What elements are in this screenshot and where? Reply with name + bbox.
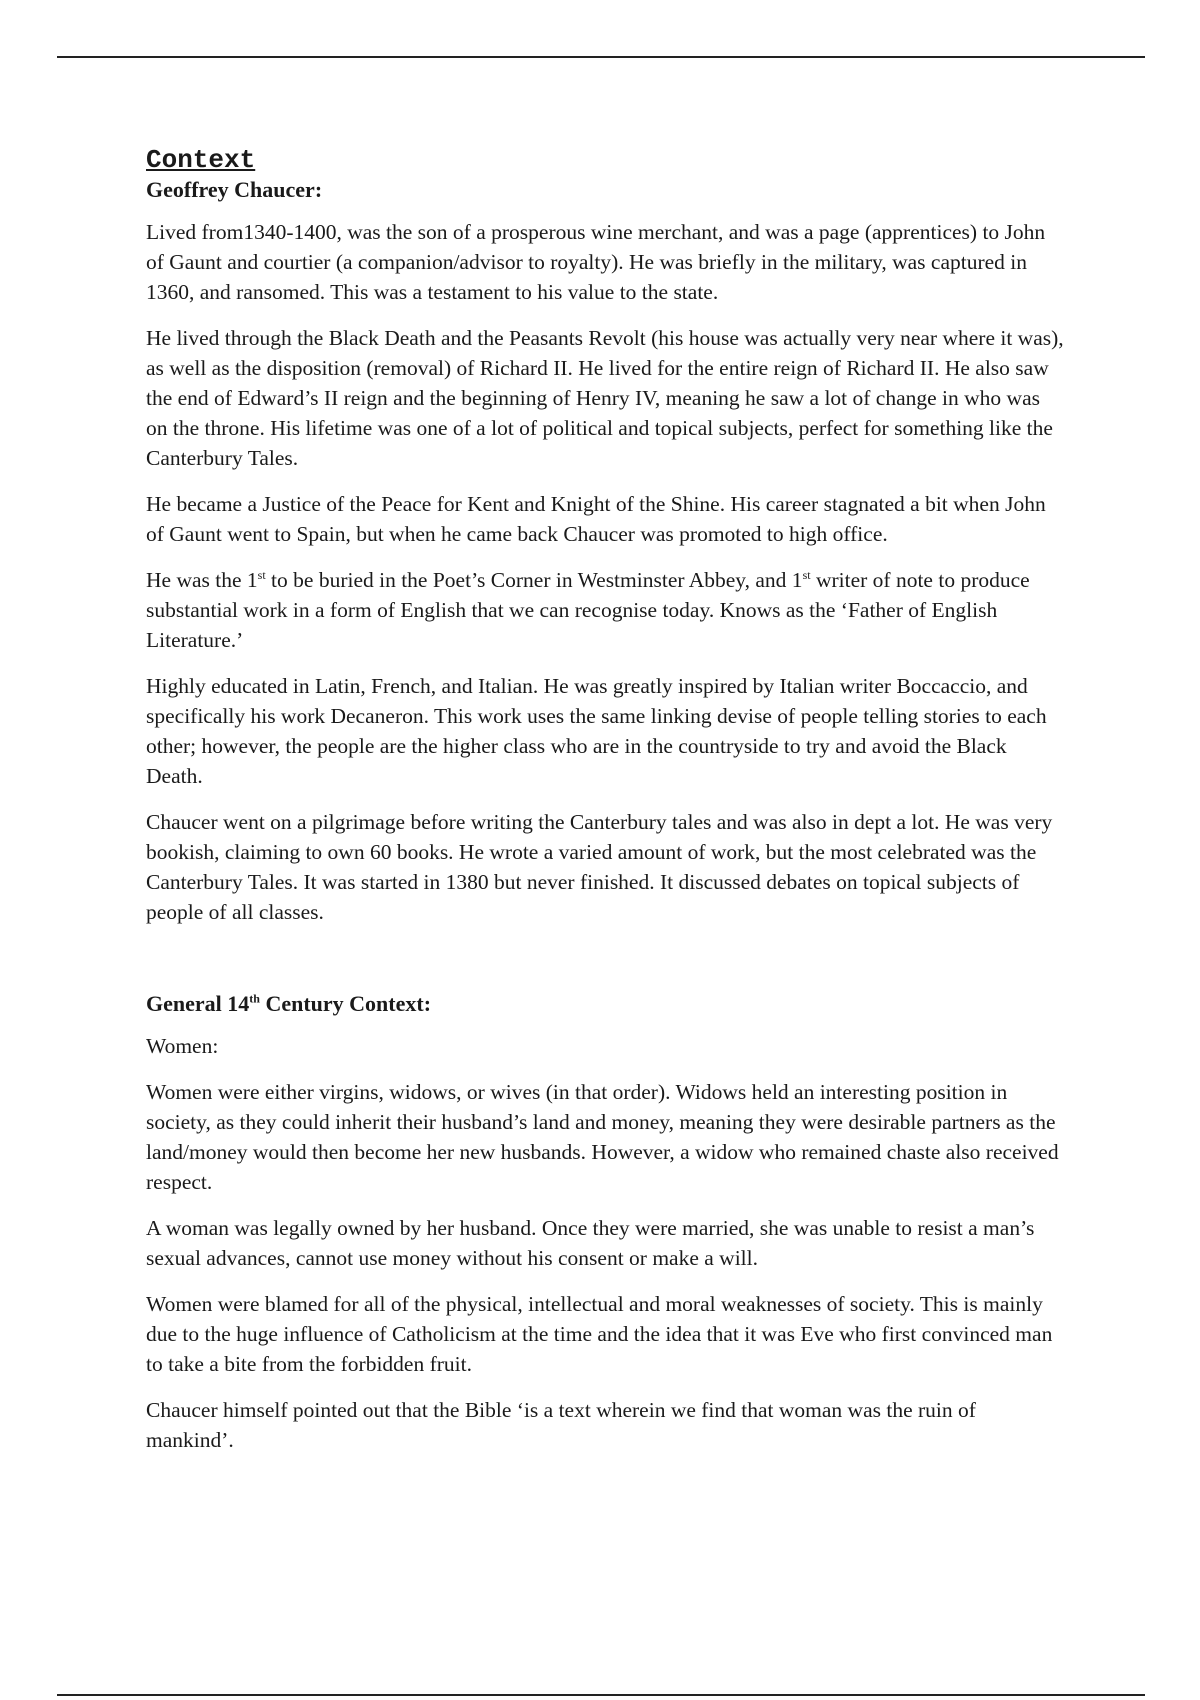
poets-corner-text-2: to be buried in the Poet’s Corner in Westminster Abbey, and 1 <box>265 568 803 592</box>
document-body <box>146 145 1064 1471</box>
paragraph-poets-corner <box>146 565 1064 655</box>
paragraph-early-life: Lived from1340-1400, was the son of a prosperous wine merchant, and was a page (apprentices) to John of Gaunt and courtier (a companion/advisor to royalty). He was briefly in the military, was captured in 1360, and ransomed. This was a testament to his value to the state. <box>146 220 1046 304</box>
superscript-st-1: st <box>257 567 266 582</box>
top-rule <box>57 56 1145 58</box>
section-heading-14th-century <box>146 989 1064 1019</box>
subheading-women: Women: <box>146 1034 219 1058</box>
paragraph-pilgrimage: Chaucer went on a pilgrimage before writing the Canterbury tales and was also in dept a lot. He was very bookish, claiming to own 60 books. He wrote a varied amount of work, but the most celebrated was the Canterbury Tales. It was started in 1380 but never finished. It discussed debates on topical subjects of people of all classes. <box>146 810 1053 924</box>
superscript-st-2: st <box>802 567 811 582</box>
poets-corner-text-1: He was the 1 <box>146 568 258 592</box>
paragraph-women-ownership: A woman was legally owned by her husband. Once they were married, she was unable to resist a man’s sexual advances, cannot use money without his consent or make a will. <box>146 1216 1035 1270</box>
paragraph-bible-quote: Chaucer himself pointed out that the Bible ‘is a text wherein we find that woman was the ruin of mankind’. <box>146 1398 976 1452</box>
paragraph-education: Highly educated in Latin, French, and Italian. He was greatly inspired by Italian writer Boccaccio, and specifically his work Decaneron. This work uses the same linking devise of people telling stories to each other; however, the people are the higher class who are in the countryside to try and avoid the Black Death. <box>146 674 1047 788</box>
section-heading-chaucer: Geoffrey Chaucer: <box>146 177 323 202</box>
heading-text-post: Century Context: <box>259 991 432 1016</box>
poets-corner-text-3: writer of note to produce substantial work in a form of English that we can recognise today. Knows as the ‘Father of English Literature.’ <box>146 568 1030 652</box>
heading-text-pre: General 14 <box>146 991 250 1016</box>
document-title: Context <box>146 145 256 175</box>
bottom-rule <box>57 1694 1145 1696</box>
superscript-th: th <box>249 991 260 1006</box>
paragraph-women-status: Women were either virgins, widows, or wives (in that order). Widows held an interesting position in society, as they could inherit their husband’s land and money, meaning they were desirable partners as the land/money would then become her new husbands. However, a widow who remained chaste also received respect. <box>146 1080 1059 1194</box>
paragraph-political-events: He lived through the Black Death and the Peasants Revolt (his house was actually very near where it was), as well as the disposition (removal) of Richard II. He lived for the entire reign of Richard II. He also saw the end of Edward’s II reign and the beginning of Henry IV, meaning he saw a lot of change in who was on the throne. His lifetime was one of a lot of political and topical subjects, perfect for something like the Canterbury Tales. <box>146 326 1064 470</box>
paragraph-women-blamed: Women were blamed for all of the physical, intellectual and moral weaknesses of society. This is mainly due to the huge influence of Catholicism at the time and the idea that it was Eve who first convinced man to take a bite from the forbidden fruit. <box>146 1292 1053 1376</box>
section-gap <box>146 943 1064 989</box>
paragraph-career: He became a Justice of the Peace for Kent and Knight of the Shine. His career stagnated a bit when John of Gaunt went to Spain, but when he came back Chaucer was promoted to high office. <box>146 492 1046 546</box>
